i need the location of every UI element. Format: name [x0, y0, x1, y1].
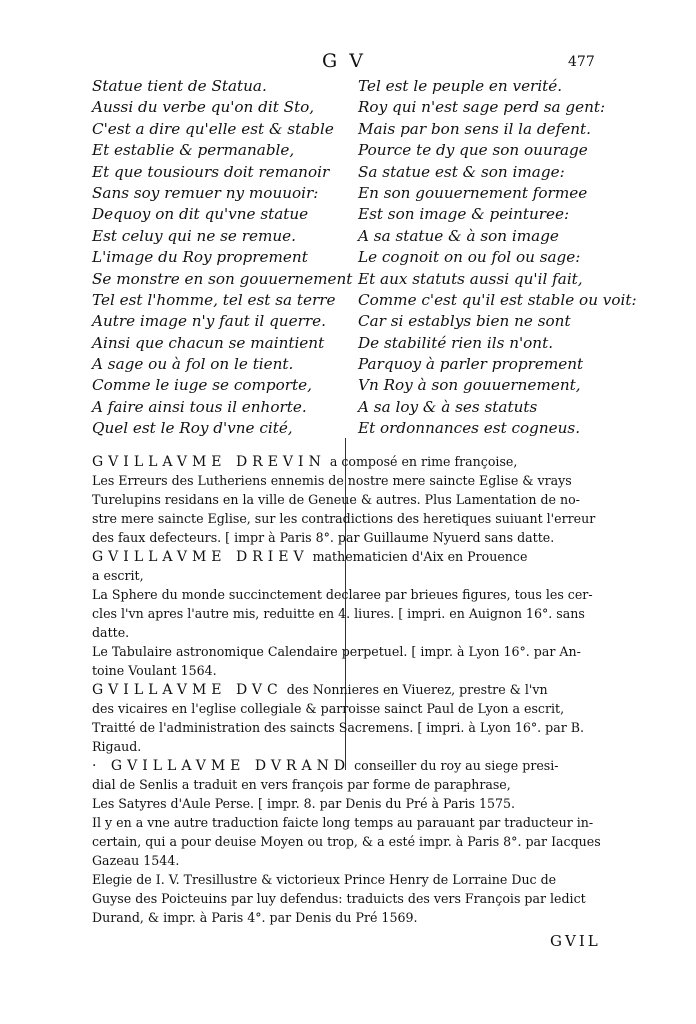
verse-line: L'image du Roy proprement: [92, 248, 308, 267]
entry-line: [92, 699, 622, 718]
bibliography-entry: [92, 756, 622, 927]
entry-line: [92, 566, 622, 585]
entry-text: Les Satyres d'Aule Perse. [ impr. 8. par Denis du Pré à Paris 1575.: [92, 796, 516, 811]
author-name: GVILLAVME DVC: [92, 682, 283, 698]
entry-line: [92, 661, 622, 680]
verse-line: C'est a dire qu'elle est & stable: [92, 119, 334, 138]
author-name: GVILLAVME DREVIN: [92, 454, 326, 470]
entry-text: cles l'vn apres l'autre mis, reduitte en 4. liures. [ impri. en Auignon 16°. sans: [92, 606, 585, 621]
verse-line: Quel est le Roy d'vne cité,: [92, 419, 293, 438]
bibliography-entry: [92, 547, 622, 680]
entry-line: [92, 756, 622, 775]
verse-line: Parquoy à parler proprement: [358, 355, 584, 374]
verse-line: Pource te dy que son ouurage: [358, 141, 588, 160]
entry-text: Le Tabulaire astronomique Calendaire perpetuel. [ impr. à Lyon 16°. par An-: [92, 644, 581, 659]
verse-line: Statue tient de Statua.: [92, 77, 267, 95]
entry-text: mathematicien d'Aix en Prouence: [308, 549, 528, 564]
verse-line: Tel est le peuple en verité.: [358, 77, 563, 95]
verse-line: Sans soy remuer ny mouuoir:: [92, 183, 319, 202]
verse-line: Ainsi que chacun se maintient: [92, 333, 325, 352]
bibliography-entry: [92, 680, 622, 756]
verse-line: Car si establys bien ne sont: [358, 312, 571, 331]
entry-line: [92, 623, 622, 642]
verse-line: Roy qui n'est sage perd sa gent:: [358, 98, 606, 117]
entry-line: [92, 680, 622, 699]
verse-line: Tel est l'homme, tel est sa terre: [92, 290, 336, 309]
verse-line: Dequoy on dit qu'vne statue: [92, 205, 309, 224]
entry-line: [92, 870, 622, 889]
verse-line: A sa statue & à son image: [358, 226, 559, 245]
entry-text: Gazeau 1544.: [92, 853, 180, 868]
entry-text: Rigaud.: [92, 739, 142, 754]
entry-text: des faux defecteurs. [ impr à Paris 8°. par Guillaume Nyuerd sans datte.: [92, 530, 555, 545]
entry-text: Traitté de l'administration des saincts Sacremens. [ impri. à Lyon 16°. par B.: [92, 720, 585, 735]
verse-line: Sa statue est & son image:: [358, 162, 565, 181]
entry-line: [92, 642, 622, 661]
entry-line: [92, 794, 622, 813]
entry-text: Elegie de I. V. Tresillustre & victorieux Prince Henry de Lorraine Duc de: [92, 872, 557, 887]
entry-text: des Nonnieres en Viuerez, prestre & l'vn: [282, 682, 548, 697]
author-name: · GVILLAVME DVRAND: [92, 758, 351, 774]
entry-text: dial de Senlis a traduit en vers françois par forme de paraphrase,: [92, 777, 511, 792]
bibliography-entries: [92, 452, 622, 927]
entry-line: [92, 585, 622, 604]
entry-line: [92, 851, 622, 870]
verse-line: A sage ou à fol on le tient.: [92, 355, 294, 374]
verse-line: Vn Roy à son gouuernement,: [358, 376, 581, 395]
catchword: GVIL: [550, 932, 601, 950]
verse-line: Comme le iuge se comporte,: [92, 376, 312, 395]
entry-line: [92, 832, 622, 851]
entry-line: [92, 604, 622, 623]
running-head: G V: [322, 50, 366, 72]
verse-line: Mais par bon sens il la defent.: [358, 119, 591, 138]
entry-text: a composé en rime françoise,: [325, 454, 518, 469]
verse-column-right: [358, 76, 637, 440]
entry-line: [92, 471, 622, 490]
entry-line: [92, 889, 622, 908]
entry-text: a escrit,: [92, 568, 144, 583]
entry-text: toine Voulant 1564.: [92, 663, 217, 678]
author-name: GVILLAVME DRIEV: [92, 549, 309, 565]
verse-line: Et ordonnances est cogneus.: [358, 419, 581, 438]
verse-line: Se monstre en son gouuernement: [92, 269, 353, 288]
entry-text: Durand, & impr. à Paris 4°. par Denis du Pré 1569.: [92, 910, 418, 925]
verse-line: A faire ainsi tous il enhorte.: [92, 397, 307, 416]
verse-line: Autre image n'y faut il querre.: [92, 312, 326, 331]
entry-line: [92, 718, 622, 737]
entry-text: Turelupins residans en la ville de Geneue & autres. Plus Lamentation de no-: [92, 492, 580, 507]
entry-text: Guyse des Poicteuins par luy defendus: traduicts des vers François par ledict: [92, 891, 586, 906]
verse-line: De stabilité rien ils n'ont.: [358, 333, 554, 352]
entry-text: stre mere saincte Eglise, sur les contradictions des heretiques suiuant l'erreur: [92, 511, 596, 526]
entry-text: La Sphere du monde succinctement declaree par brieues figures, tous les cer-: [92, 587, 593, 602]
verse-line: Est son image & peinturee:: [358, 205, 570, 224]
entry-line: [92, 528, 622, 547]
bibliography-entry: [92, 452, 622, 547]
verse-line: Et que tousiours doit remanoir: [92, 162, 330, 181]
entry-text: conseiller du roy au siege presi-: [350, 758, 559, 773]
verse-line: Le cognoit on ou fol ou sage:: [358, 248, 581, 267]
entry-text: certain, qui a pour deuise Moyen ou trop, & a esté impr. à Paris 8°. par Iacques: [92, 834, 601, 849]
entry-line: [92, 452, 622, 471]
page-header: [0, 50, 696, 76]
verse-line: Aussi du verbe qu'on dit Sto,: [92, 98, 315, 117]
entry-line: [92, 490, 622, 509]
entry-line: [92, 547, 622, 566]
entry-line: [92, 908, 622, 927]
verse-line: A sa loy & à ses statuts: [358, 397, 538, 416]
verse-line: En son gouuernement formee: [358, 183, 588, 202]
verse-line: Et establie & permanable,: [92, 141, 295, 160]
entry-line: [92, 509, 622, 528]
verse-line: Est celuy qui ne se remue.: [92, 226, 296, 245]
page-number: 477: [568, 54, 595, 70]
entry-text: Les Erreurs des Lutheriens ennemis de nostre mere saincte Eglise & vrays: [92, 473, 572, 488]
verse-line: Comme c'est qu'il est stable ou voit:: [358, 290, 637, 309]
verse-line: Et aux statuts aussi qu'il fait,: [358, 269, 583, 288]
entry-line: [92, 775, 622, 794]
entry-text: Il y en a vne autre traduction faicte long temps au parauant par traducteur in-: [92, 815, 594, 830]
entry-text: des vicaires en l'eglise collegiale & parroisse sainct Paul de Lyon a escrit,: [92, 701, 565, 716]
verse-column-left: [92, 76, 353, 440]
entry-text: datte.: [92, 625, 130, 640]
entry-line: [92, 737, 622, 756]
entry-line: [92, 813, 622, 832]
